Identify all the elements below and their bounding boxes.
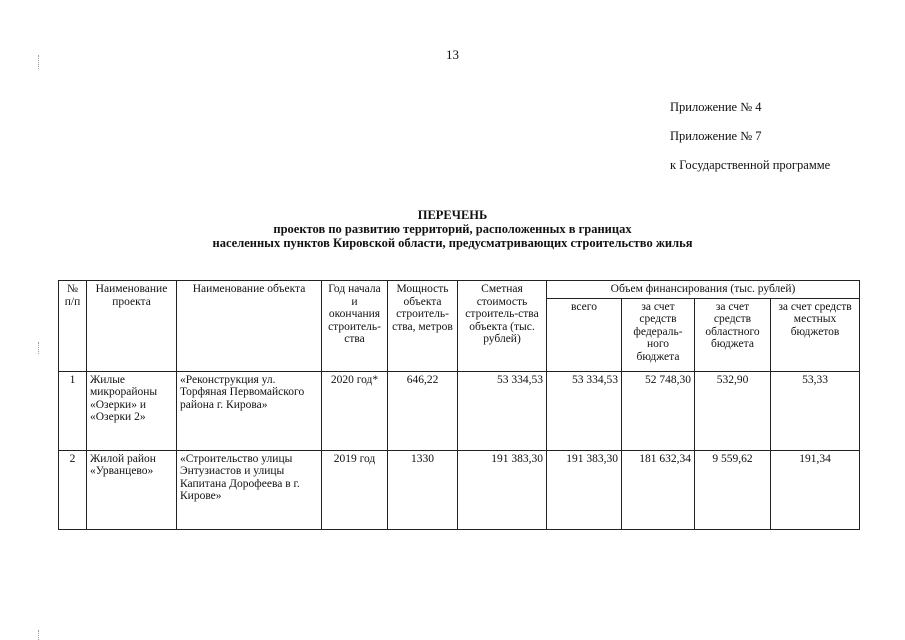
cell-regional: 9 559,62	[695, 450, 771, 529]
cell-capacity: 646,22	[388, 371, 458, 450]
cell-num: 1	[59, 371, 87, 450]
title-line-2: населенных пунктов Кировской области, предусматривающих строительство жилья	[212, 236, 693, 250]
header-capacity: Мощность объекта строитель-ства, метров	[388, 281, 458, 372]
cell-cost: 191 383,30	[458, 450, 547, 529]
title-heading: ПЕРЕЧЕНЬ	[417, 208, 488, 222]
document-title	[0, 208, 905, 250]
header-row-1	[59, 281, 860, 299]
cell-object: «Строительство улицы Энтузиастов и улицы Капитана Дорофеева в г. Кирове»	[177, 450, 322, 529]
projects-table	[58, 280, 860, 530]
scan-margin-mark	[38, 342, 40, 354]
header-total: всего	[547, 298, 622, 371]
header-regional: за счет средств областного бюджета	[695, 298, 771, 371]
cell-federal: 181 632,34	[622, 450, 695, 529]
header-local: за счет средств местных бюджетов	[771, 298, 860, 371]
cell-capacity: 1330	[388, 450, 458, 529]
page-number: 13	[446, 47, 459, 62]
table-row	[59, 450, 860, 529]
cell-local: 53,33	[771, 371, 860, 450]
cell-federal: 52 748,30	[622, 371, 695, 450]
cell-regional: 532,90	[695, 371, 771, 450]
appendix-line-2: Приложение № 7	[670, 129, 762, 143]
cell-cost: 53 334,53	[458, 371, 547, 450]
cell-project: Жилой район «Урванцево»	[87, 450, 177, 529]
cell-local: 191,34	[771, 450, 860, 529]
header-project: Наименование проекта	[87, 281, 177, 372]
cell-num: 2	[59, 450, 87, 529]
header-object: Наименование объекта	[177, 281, 322, 372]
cell-year: 2019 год	[322, 450, 388, 529]
title-line-1: проектов по развитию территорий, расположенных в границах	[273, 222, 632, 236]
cell-total: 53 334,53	[547, 371, 622, 450]
cell-year: 2020 год*	[322, 371, 388, 450]
header-num: № п/п	[59, 281, 87, 372]
cell-project: Жилые микрорайоны «Озерки» и «Озерки 2»	[87, 371, 177, 450]
table-row	[59, 371, 860, 450]
header-cost: Сметная стоимость строитель-ства объекта (тыс. рублей)	[458, 281, 547, 372]
scan-margin-mark	[38, 630, 40, 640]
appendix-line-1: Приложение № 4	[670, 100, 762, 114]
header-year: Год начала и окончания строитель-ства	[322, 281, 388, 372]
header-financing: Объем финансирования (тыс. рублей)	[547, 281, 860, 299]
cell-object: «Реконструкция ул. Торфяная Первомайского района г. Кирова»	[177, 371, 322, 450]
appendix-line-3: к Государственной программе	[670, 158, 831, 172]
cell-total: 191 383,30	[547, 450, 622, 529]
header-federal: за счет средств федераль-ного бюджета	[622, 298, 695, 371]
